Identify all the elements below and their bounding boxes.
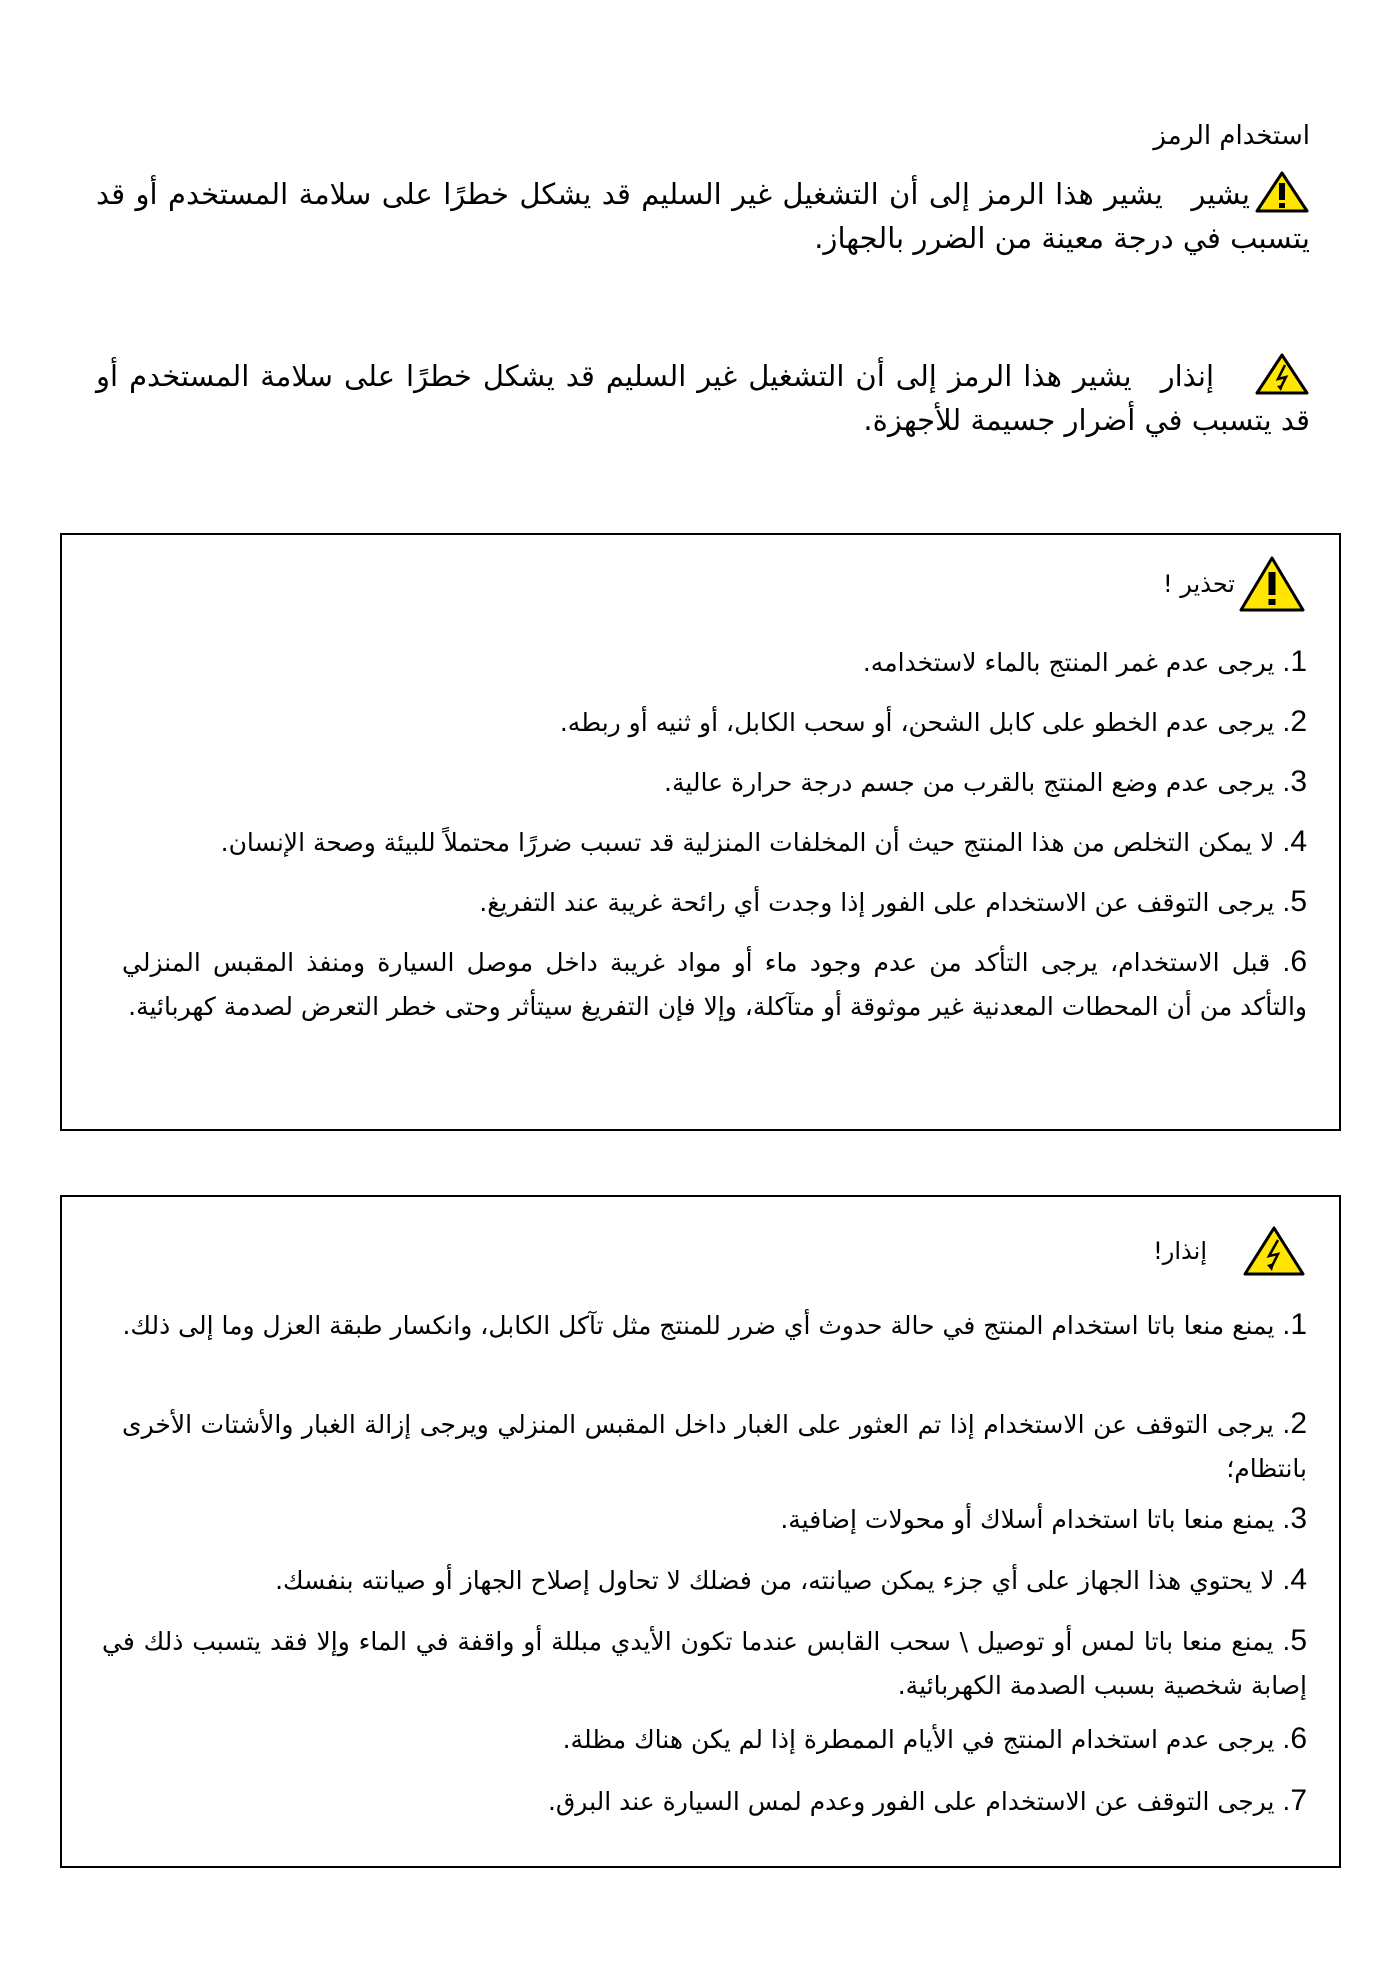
page-heading: استخدام الرمز <box>1153 121 1310 151</box>
list-item <box>122 760 1307 805</box>
item-number: 3 <box>1290 1502 1307 1535</box>
item-text: . يرجى التوقف عن الاستخدام على الفور إذا وجدت أي رائحة غريبة عند التفريغ. <box>479 888 1291 917</box>
item-number: 3 <box>1290 765 1307 798</box>
caution-heading <box>1163 555 1307 613</box>
item-text: . يمنع منعا باتا استخدام أسلاك أو محولات إضافية. <box>780 1505 1291 1534</box>
symbol-term: يشير <box>1191 177 1251 211</box>
item-number: 4 <box>1290 825 1307 858</box>
item-text: . يرجى التوقف عن الاستخدام على الفور وعدم لمس السيارة عند البرق. <box>547 1787 1291 1816</box>
warning-box <box>60 1195 1341 1868</box>
list-item <box>122 1779 1307 1824</box>
list-item <box>122 1717 1307 1762</box>
symbol-description: يشير هذا الرمز إلى أن التشغيل غير السليم قد يشكل خطرًا على سلامة المستخدم أو قد يتسبب في أضرار جسيمة للأجهزة. <box>96 359 1310 437</box>
caution-heading-text: تحذير ! <box>1163 570 1235 598</box>
item-number: 2 <box>1290 705 1307 738</box>
item-text: . يرجى التوقف عن الاستخدام إذا تم العثور على الغبار داخل المقبس المنزلي ويرجى إزالة الغبار والأشتات الأخرى بانتظام؛ <box>122 1410 1307 1483</box>
symbol-description: يشير هذا الرمز إلى أن التشغيل غير السليم قد يشكل خطرًا على سلامة المستخدم أو قد يتسبب في درجة معينة من الضرر بالجهاز. <box>96 177 1310 255</box>
item-number: 1 <box>1290 645 1307 678</box>
item-text: . لا يحتوي هذا الجهاز على أي جزء يمكن صيانته، من فضلك لا تحاول إصلاح الجهاز أو صيانته بنفسك. <box>275 1566 1291 1595</box>
item-text: . يرجى عدم الخطو على كابل الشحن، أو سحب الكابل، أو ثنيه أو ربطه. <box>559 708 1291 737</box>
item-number: 5 <box>1290 1624 1307 1657</box>
symbol-term: إنذار <box>1160 359 1215 393</box>
list-item <box>122 1497 1307 1542</box>
symbol-explanation-warning <box>96 352 1310 442</box>
item-text: . يمنع منعا باتا استخدام المنتج في حالة حدوث أي ضرر للمنتج مثل تآكل الكابل، وانكسار طبقة العزل وما إلى ذلك. <box>122 1311 1291 1340</box>
list-item <box>122 1558 1307 1603</box>
list-item <box>102 1303 1307 1348</box>
item-text: . يمنع منعا باتا لمس أو توصيل \ سحب القابس عندما تكون الأيدي مبللة أو واقفة في الماء وإلا فقد يتسبب ذلك في إصابة شخصية بسبب الصدمة الكهربائية. <box>102 1627 1307 1700</box>
exclamation-warning-icon <box>1237 555 1307 613</box>
list-item <box>122 820 1307 865</box>
item-text: . يرجى عدم غمر المنتج بالماء لاستخدامه. <box>862 648 1291 677</box>
item-number: 7 <box>1290 1784 1307 1817</box>
list-item <box>102 1619 1307 1708</box>
warning-heading-text: إنذار! <box>1153 1237 1207 1265</box>
lightning-warning-icon <box>1241 1225 1307 1277</box>
list-item <box>122 880 1307 925</box>
item-number: 6 <box>1290 1722 1307 1755</box>
symbol-explanation-caution <box>96 170 1310 260</box>
item-number: 5 <box>1290 885 1307 918</box>
item-text: . قبل الاستخدام، يرجى التأكد من عدم وجود ماء أو مواد غريبة داخل موصل السيارة ومنفذ المقبس المنزلي والتأكد من أن المحطات المعدنية غير موثوقة أو متآكلة، وإلا فإن التفريغ سيتأثر وحتى خطر التعرض لصدمة كهربائية. <box>122 948 1307 1021</box>
list-item <box>122 700 1307 745</box>
item-number: 1 <box>1290 1308 1307 1341</box>
exclamation-warning-icon <box>1254 170 1310 214</box>
item-text: . يرجى عدم استخدام المنتج في الأيام الممطرة إذا لم يكن هناك مظلة. <box>562 1725 1291 1754</box>
item-number: 2 <box>1290 1407 1307 1440</box>
list-item <box>122 940 1307 1029</box>
list-item <box>122 640 1307 685</box>
item-text: . لا يمكن التخلص من هذا المنتج حيث أن المخلفات المنزلية قد تسبب ضررًا محتملاً للبيئة وصحة الإنسان. <box>220 828 1291 857</box>
warning-heading <box>1153 1225 1307 1277</box>
item-number: 4 <box>1290 1563 1307 1596</box>
list-item <box>122 1402 1307 1491</box>
item-number: 6 <box>1290 945 1307 978</box>
caution-box <box>60 533 1341 1131</box>
item-text: . يرجى عدم وضع المنتج بالقرب من جسم درجة حرارة عالية. <box>664 768 1291 797</box>
lightning-warning-icon <box>1254 352 1310 396</box>
